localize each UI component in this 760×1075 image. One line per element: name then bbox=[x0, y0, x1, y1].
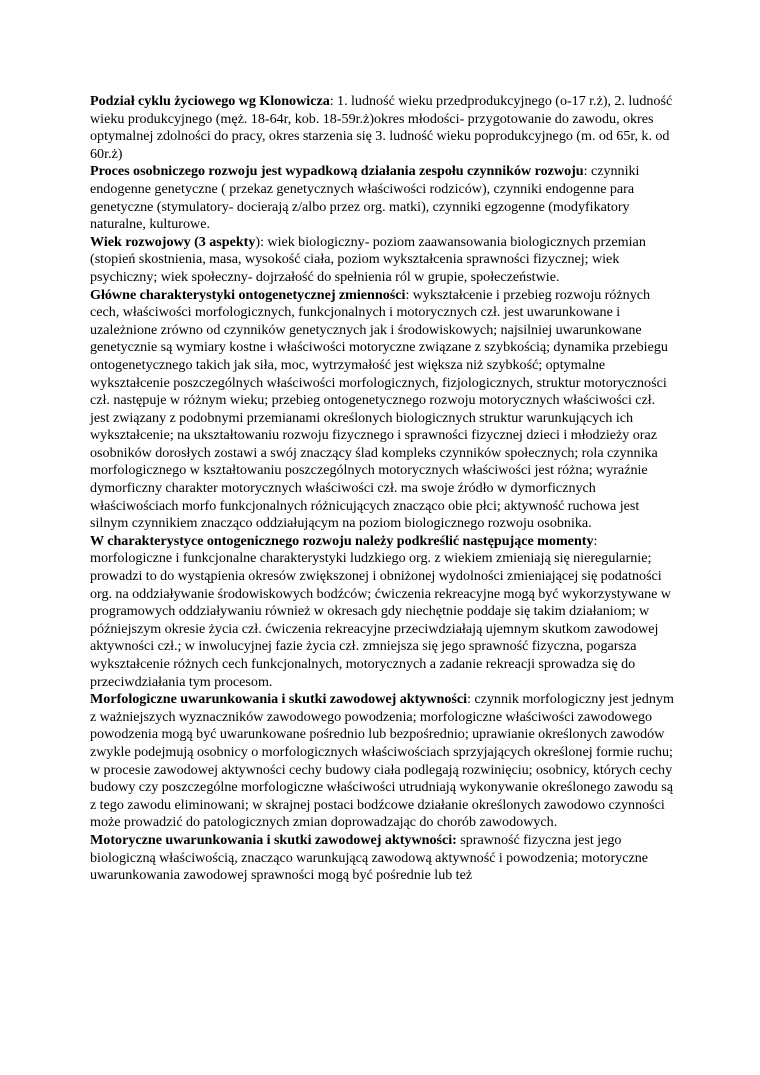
paragraph-ontogenetic-variability bbox=[90, 287, 674, 533]
paragraph-developmental-age bbox=[90, 234, 674, 287]
paragraph-heading: Motoryczne uwarunkowania i skutki zawodowej aktywności: bbox=[90, 831, 457, 848]
paragraph-text: : 1. ludność wieku przedprodukcyjnego (o-17 r.ż), 2. ludność wieku produkcyjnego (męż. 18-64r, kob. 18-59r.ż)okres młodości- przygotowanie do zawodu, okres optymalnej zdolności do pracy, okres starzenia się 3. ludność wieku poprodukcyjnego (m. od 65r, k. od 60r.ż) bbox=[90, 93, 673, 162]
paragraph-heading: Główne charakterystyki ontogenetycznej zmienności bbox=[90, 286, 406, 303]
paragraph-text: sprawność fizyczna jest jego biologiczną właściwością, znacząco warunkującą zawodową aktywność i powodzenia; motoryczne uwarunkowania zawodowej sprawności mogą być pośrednie lub też bbox=[90, 831, 649, 884]
paragraph-heading: Wiek rozwojowy (3 aspekty bbox=[90, 233, 256, 250]
paragraph-development-process bbox=[90, 163, 674, 233]
paragraph-heading: W charakterystyce ontogenicznego rozwoju należy podkreślić następujące momenty bbox=[90, 532, 594, 549]
paragraph-text: : morfologiczne i funkcjonalne charakterystyki ludzkiego org. z wiekiem zmieniają się nieregularnie; prowadzi to do wystąpienia okresów zwiększonej i obniżonej wydolności zmieniającej się podatności org. na oddziaływanie środowiskowych bodźców; ćwiczenia rekreacyjne mogą być wykorzystywane w programowych oddziaływaniu również w okresach gdy niechętnie poddaje się takim działaniom; w późniejszym okresie życia czł. ćwiczenia rekreacyjne przeciwdziałają ujemnym skutkom zawodowej aktywności czł.; w inwolucyjnej fazie życia czł. zmniejsza się jego sprawność fizyczna, pogarsza wykształcenie różnych cech funkcjonalnych, motorycznych a zadanie rekreacji sprowadza się do przeciwdziałania tym procesom. bbox=[90, 532, 671, 690]
paragraph-motor-conditions bbox=[90, 832, 674, 885]
paragraph-morphological-conditions bbox=[90, 691, 674, 832]
paragraph-text: : wykształcenie i przebieg rozwoju różnych cech, właściwości morfologicznych, funkcjonalnych i motorycznych czł. jest uwarunkowane i uzależnione zrówno od czynników genetycznych jak i środowiskowych; najsilniej uwarunkowane genetycznie są wymiary kostne i właściwości motoryczne związane z szybkością; dynamika przebiegu ontogenetycznego takich jak siła, moc, wytrzymałość jest większa niż szybkość; optymalne wykształcenie poszczególnych właściwości morfologicznych, fizjologicznych, struktur motoryczności czł. następuje w różnym wieku; przebieg ontogenetycznego rozwoju motorycznych właściwości czł. jest związany z podobnymi przemianami określonych biologicznych struktur warunkujących ich wykształcenie; na ukształtowaniu rozwoju fizycznego i sprawności fizycznej dzieci i młodzieży oraz osobników dorosłych zostawi a swój znaczący ślad kompleks czynników społecznych; rola czynnika morfologicznego w kształtowaniu poszczególnych motorycznych właściwości jest różna; wyraźnie dymorficzny charakter motorycznych właściwości czł. ma swoje źródło w dymorficznych właściwościach morfo funkcjonalnych różnicujących znacząco obie płci; aktywność ruchowa jest silnym czynnikiem znacząco oddziałującym na poziom biologicznego rozwoju osobnika. bbox=[90, 286, 668, 532]
paragraph-life-cycle bbox=[90, 93, 674, 163]
paragraph-heading: Morfologiczne uwarunkowania i skutki zawodowej aktywności bbox=[90, 691, 468, 708]
paragraph-ontogenic-moments bbox=[90, 533, 674, 691]
paragraph-heading: Podział cyklu życiowego wg Klonowicza bbox=[90, 93, 330, 109]
paragraph-text: : czynnik morfologiczny jest jednym z ważniejszych wyznaczników zawodowego powodzenia; morfologiczne właściwości zawodowego powodzenia mogą być uwarunkowane pośrednio lub bezpośrednio; uprawianie określonych zawodów zwykle podejmują osobnicy o morfologicznych właściwościach sprzyjających określonej formie ruchu; w procesie zawodowej aktywności cechy budowy ciała podlegają rozwinięciu; osobnicy, których cechy budowy czy poszczególne morfologiczne właściwości utrudniają wykonywanie określonego zawodu są z tego zawodu eliminowani; w skrajnej postaci bodźcowe działanie określonych zawodowo czynności może prowadzić do patologicznych zmian doprowadzając do chorób zawodowych. bbox=[90, 691, 674, 831]
paragraph-text: ): wiek biologiczny- poziom zaawansowania biologicznych przemian (stopień skostnienia, masa, wysokość ciała, poziom wykształcenia sprawności fizycznej; wiek psychiczny; wiek społeczny- dojrzałość do spełnienia ról w grupie, społeczeństwie. bbox=[90, 233, 646, 285]
paragraph-heading: Proces osobniczego rozwoju jest wypadkową działania zespołu czynników rozwoju bbox=[90, 163, 584, 180]
document-body bbox=[90, 93, 674, 885]
paragraph-text: : czynniki endogenne genetyczne ( przekaz genetycznych właściwości rodziców), czynniki endogenne para genetyczne (stymulatory- docierają z/albo przez org. matki), czynniki egzogenne (modyfikatory naturalne, kulturowe. bbox=[90, 163, 640, 233]
